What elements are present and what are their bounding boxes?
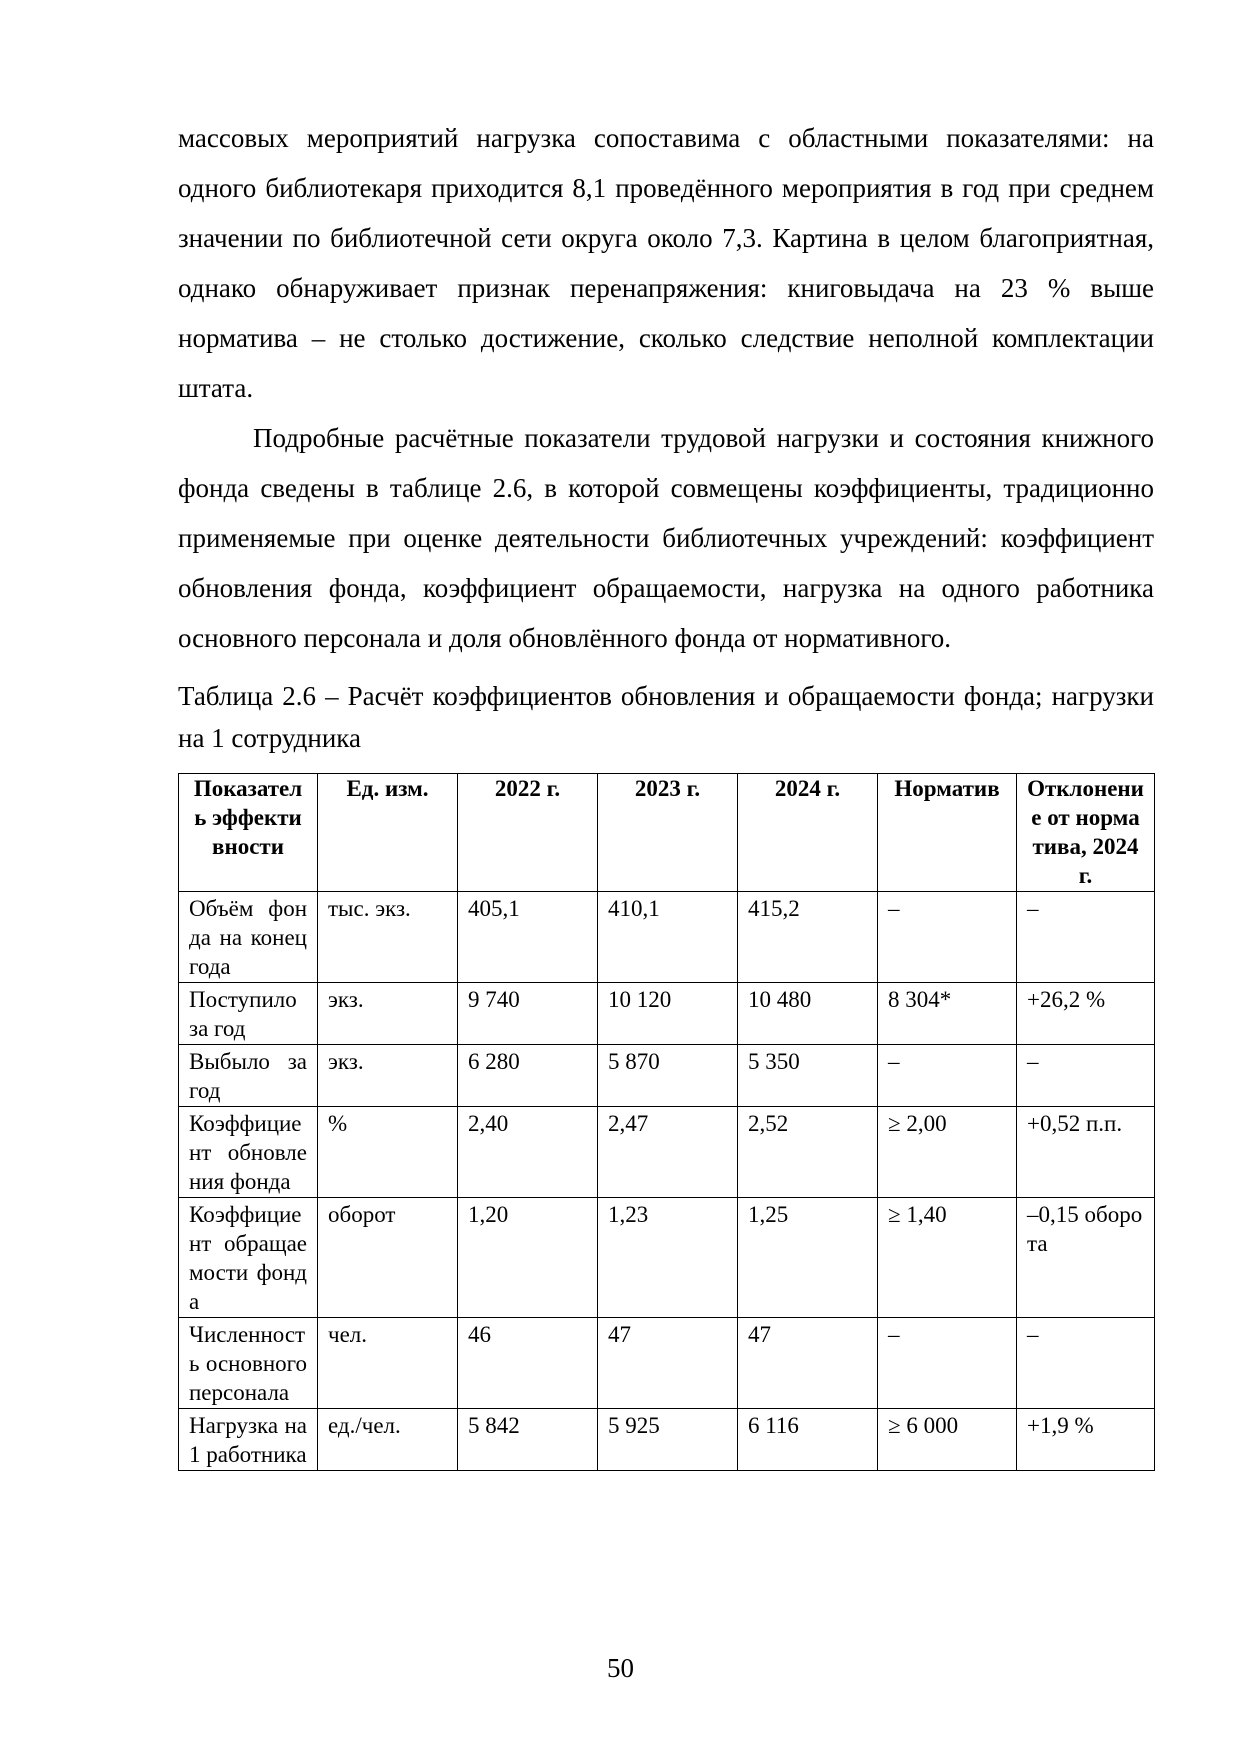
cell-indicator: Нагрузка на 1 работника <box>179 1409 318 1471</box>
cell-2022: 2,40 <box>458 1107 598 1198</box>
table-row <box>179 1045 1155 1107</box>
header-deviation: Отклонение от норматива, 2024 г. <box>1017 774 1155 892</box>
cell-2022: 5 842 <box>458 1409 598 1471</box>
cell-2022: 6 280 <box>458 1045 598 1107</box>
cell-deviation: +26,2 % <box>1017 983 1155 1045</box>
cell-2024: 415,2 <box>738 892 878 983</box>
cell-norm: – <box>878 1318 1017 1409</box>
cell-indicator: Объём фонда на конец года <box>179 892 318 983</box>
cell-norm: 8 304* <box>878 983 1017 1045</box>
cell-norm: – <box>878 1045 1017 1107</box>
table-caption: Таблица 2.6 – Расчёт коэффициентов обновления и обращаемости фонда; нагрузки на 1 сотрудника <box>178 681 1154 753</box>
cell-norm: ≥ 6 000 <box>878 1409 1017 1471</box>
header-unit: Ед. изм. <box>318 774 458 892</box>
cell-norm: ≥ 1,40 <box>878 1198 1017 1318</box>
cell-2023: 1,23 <box>598 1198 738 1318</box>
header-norm: Норматив <box>878 774 1017 892</box>
body-paragraph-2: Подробные расчётные показатели трудовой нагрузки и состояния книжного фонда сведены в таблице 2.6, в которой совмещены коэффициенты, традиционно применяемые при оценке деятельности библиотечных учреждений: коэффициент обновления фонда, коэффициент обращаемости, нагрузка на одного работника основного персонала и доля обновлённого фонда от нормативного. <box>178 423 1154 653</box>
cell-indicator: Коэффициент обновления фонда <box>179 1107 318 1198</box>
cell-unit: оборот <box>318 1198 458 1318</box>
cell-2024: 5 350 <box>738 1045 878 1107</box>
cell-2023: 47 <box>598 1318 738 1409</box>
cell-unit: чел. <box>318 1318 458 1409</box>
cell-deviation: +0,52 п.п. <box>1017 1107 1155 1198</box>
table-row <box>179 892 1155 983</box>
cell-unit: тыс. экз. <box>318 892 458 983</box>
cell-unit: экз. <box>318 1045 458 1107</box>
cell-deviation: – <box>1017 892 1155 983</box>
table-row <box>179 1409 1155 1471</box>
cell-deviation: +1,9 % <box>1017 1409 1155 1471</box>
cell-unit: экз. <box>318 983 458 1045</box>
cell-2024: 47 <box>738 1318 878 1409</box>
cell-2023: 410,1 <box>598 892 738 983</box>
cell-deviation: – <box>1017 1318 1155 1409</box>
cell-2023: 5 870 <box>598 1045 738 1107</box>
cell-2022: 405,1 <box>458 892 598 983</box>
cell-2024: 1,25 <box>738 1198 878 1318</box>
cell-2023: 2,47 <box>598 1107 738 1198</box>
header-2024: 2024 г. <box>738 774 878 892</box>
indicators-table <box>178 773 1155 1471</box>
cell-norm: – <box>878 892 1017 983</box>
cell-deviation: – <box>1017 1045 1155 1107</box>
table-row <box>179 983 1155 1045</box>
cell-unit: % <box>318 1107 458 1198</box>
page-number: 50 <box>607 1653 634 1683</box>
cell-2022: 1,20 <box>458 1198 598 1318</box>
table-row <box>179 1107 1155 1198</box>
header-indicator: Показатель эффективности <box>179 774 318 892</box>
cell-unit: ед./чел. <box>318 1409 458 1471</box>
table-header-row <box>179 774 1155 892</box>
cell-indicator: Выбыло за год <box>179 1045 318 1107</box>
table-row <box>179 1198 1155 1318</box>
cell-deviation: –0,15 оборота <box>1017 1198 1155 1318</box>
page-content <box>178 113 1154 1471</box>
cell-2024: 10 480 <box>738 983 878 1045</box>
cell-indicator: Поступило за год <box>179 983 318 1045</box>
cell-norm: ≥ 2,00 <box>878 1107 1017 1198</box>
cell-2023: 5 925 <box>598 1409 738 1471</box>
table-row <box>179 1318 1155 1409</box>
cell-2022: 46 <box>458 1318 598 1409</box>
cell-2022: 9 740 <box>458 983 598 1045</box>
cell-indicator: Коэффициент обращаемости фонда <box>179 1198 318 1318</box>
cell-indicator: Численность основного персонала <box>179 1318 318 1409</box>
cell-2023: 10 120 <box>598 983 738 1045</box>
cell-2024: 2,52 <box>738 1107 878 1198</box>
header-2023: 2023 г. <box>598 774 738 892</box>
header-2022: 2022 г. <box>458 774 598 892</box>
cell-2024: 6 116 <box>738 1409 878 1471</box>
body-paragraph-1: массовых мероприятий нагрузка сопоставима с областными показателями: на одного библиотекаря приходится 8,1 проведённого мероприятия в год при среднем значении по библиотечной сети округа около 7,3. Картина в целом благоприятная, однако обнаруживает признак перенапряжения: книговыдача на 23 % выше норматива – не столько достижение, сколько следствие неполной комплектации штата. <box>178 123 1154 403</box>
